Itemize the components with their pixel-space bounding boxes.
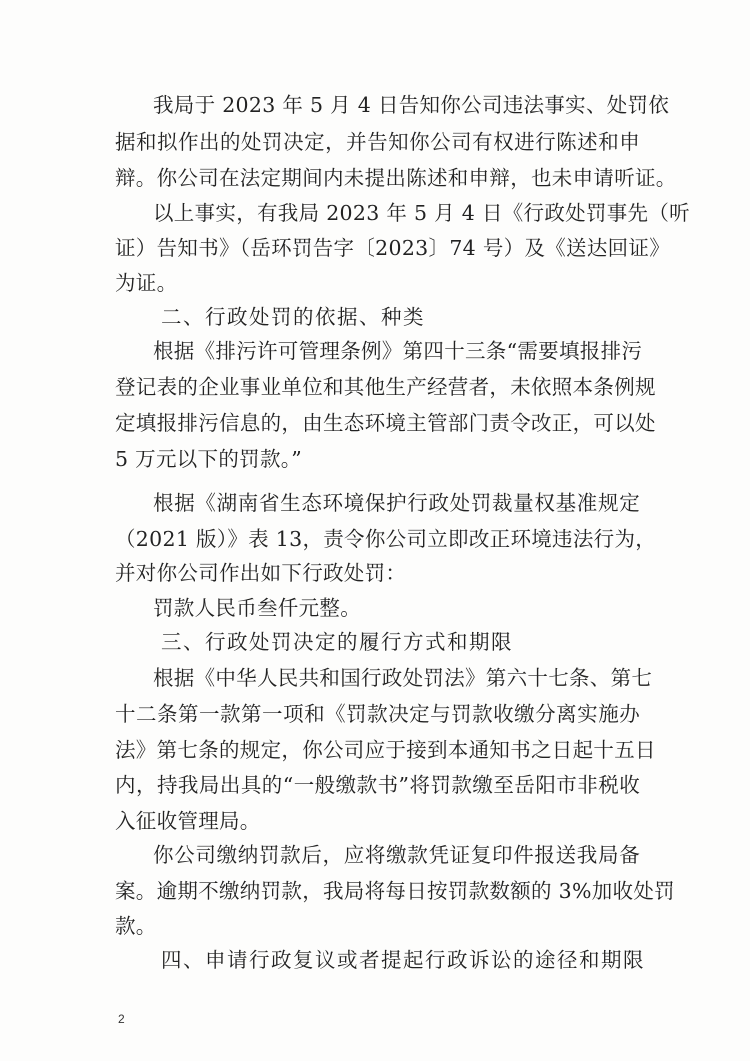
paragraph-line: 5 万元以下的罚款。” [115,447,303,471]
paragraph-line: 定填报排污信息的，由生态环境主管部门责令改正，可以处 [115,411,656,435]
paragraph-line: 辩。你公司在法定期间内未提出陈述和申辩，也未申请听证。 [115,166,677,190]
paragraph-line: 根据《湖南省生态环境保护行政处罚裁量权基准规定 [153,491,640,515]
section-heading: 二、行政处罚的依据、种类 [161,305,425,329]
paragraph-line: （2021 版）》表 13，责令你公司立即改正环境违法行为， [115,527,657,551]
paragraph-line: 法》第七条的规定，你公司应于接到本通知书之日起十五日 [115,738,656,762]
paragraph-line: 内，持我局出具的“一般缴款书”将罚款缴至岳阳市非税收 [115,773,640,797]
paragraph-line: 你公司缴纳罚款后，应将缴款凭证复印件报送我局备 [153,843,640,867]
paragraph-line: 我局于 2023 年 5 月 4 日告知你公司违法事实、处罚依 [153,93,670,117]
paragraph-line: 款。 [115,914,157,938]
paragraph-line: 十二条第一款第一项和《罚款决定与罚款收缴分离实施办 [115,702,640,726]
section-heading: 四、申请行政复议或者提起行政诉讼的途径和期限 [161,948,645,972]
paragraph-line: 根据《排污许可管理条例》第四十三条“需要填报排污 [153,339,643,363]
paragraph-line: 据和拟作出的处罚决定，并告知你公司有权进行陈述和申 [115,130,640,154]
paragraph-line: 为证。 [115,271,178,295]
paragraph-line: 案。逾期不缴纳罚款，我局将每日按罚款数额的 3%加收处罚 [115,879,675,903]
page-number: 2 [118,1012,125,1026]
paragraph-line: 证）告知书》（岳环罚告字〔2023〕74 号）及《送达回证》 [115,236,671,260]
section-heading: 三、行政处罚决定的履行方式和期限 [161,630,513,654]
paragraph-line: 根据《中华人民共和国行政处罚法》第六十七条、第七 [153,666,653,690]
paragraph-line: 罚款人民币叁仟元整。 [153,596,361,620]
paragraph-line: 登记表的企业事业单位和其他生产经营者，未依照本条例规 [115,375,656,399]
paragraph-line: 并对你公司作出如下行政处罚： [115,561,407,585]
paragraph-line: 以上事实，有我局 2023 年 5 月 4 日《行政处罚事先（听 [153,201,690,225]
paragraph-line: 入征收管理局。 [115,809,261,833]
